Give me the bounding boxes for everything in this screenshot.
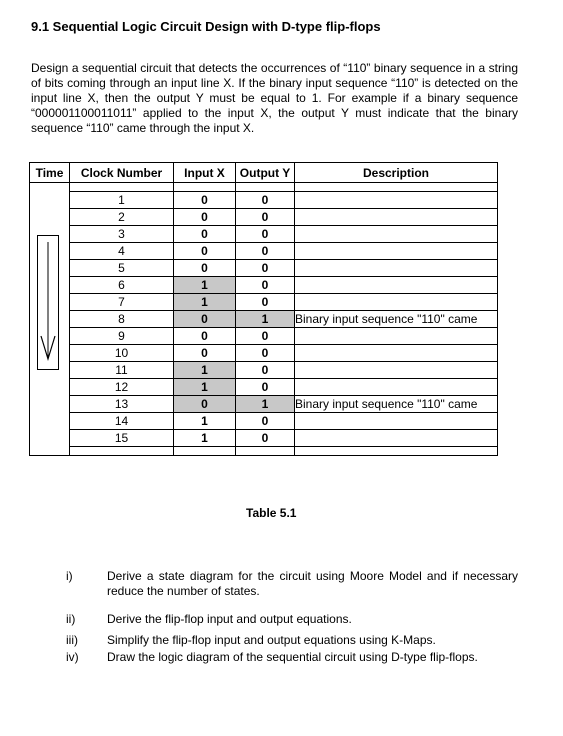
spacer-row — [30, 447, 498, 456]
question-marker: iv) — [66, 650, 79, 664]
input-x-cell: 1 — [174, 379, 236, 396]
down-arrow-icon — [38, 236, 58, 369]
output-y-cell: 0 — [236, 226, 295, 243]
table-row — [30, 430, 498, 447]
table-row — [30, 294, 498, 311]
question-marker: i) — [66, 569, 73, 583]
clock-number-cell: 1 — [70, 192, 174, 209]
description-cell — [295, 294, 498, 311]
output-y-cell: 1 — [236, 311, 295, 328]
section-title: 9.1 Sequential Logic Circuit Design with D-type flip-flops — [31, 19, 381, 34]
table-row — [30, 209, 498, 226]
clock-number-cell: 12 — [70, 379, 174, 396]
table-caption: Table 5.1 — [246, 506, 297, 520]
output-y-cell: 0 — [236, 328, 295, 345]
table-row — [30, 328, 498, 345]
table-row — [30, 192, 498, 209]
description-cell — [295, 243, 498, 260]
description-cell — [295, 260, 498, 277]
clock-number-cell: 11 — [70, 362, 174, 379]
input-x-cell: 0 — [174, 311, 236, 328]
clock-number-cell: 7 — [70, 294, 174, 311]
description-cell: Binary input sequence "110" came — [295, 396, 498, 413]
clock-number-cell: 14 — [70, 413, 174, 430]
time-arrow-box — [37, 235, 59, 370]
input-x-cell: 0 — [174, 328, 236, 345]
clock-number-cell: 8 — [70, 311, 174, 328]
problem-statement: Design a sequential circuit that detects the occurrences of “110” binary sequence in a string of bits coming through an input line X. If the binary input sequence “110” is detected on the input line X, then the output Y must be equal to 1. For example if a binary sequence “000001100011011” applied to the input X, the output Y must indicate that the binary sequence “110” came through the input X. — [31, 61, 518, 135]
description-cell — [295, 345, 498, 362]
clock-number-cell: 5 — [70, 260, 174, 277]
question-text: Derive a state diagram for the circuit using Moore Model and if necessary reduce the number of states. — [107, 569, 518, 598]
clock-number-cell: 15 — [70, 430, 174, 447]
description-cell — [295, 362, 498, 379]
output-y-cell: 0 — [236, 294, 295, 311]
description-cell — [295, 328, 498, 345]
input-x-cell: 1 — [174, 362, 236, 379]
header-clock-number: Clock Number — [70, 163, 174, 183]
table-row — [30, 379, 498, 396]
description-cell — [295, 192, 498, 209]
output-y-cell: 0 — [236, 413, 295, 430]
output-y-cell: 0 — [236, 192, 295, 209]
header-input-x: Input X — [174, 163, 236, 183]
question-marker: ii) — [66, 612, 76, 626]
output-y-cell: 0 — [236, 430, 295, 447]
clock-number-cell: 9 — [70, 328, 174, 345]
sequence-table — [29, 162, 498, 456]
table-row — [30, 243, 498, 260]
clock-number-cell: 13 — [70, 396, 174, 413]
description-cell — [295, 226, 498, 243]
header-output-y: Output Y — [236, 163, 295, 183]
table-row — [30, 277, 498, 294]
output-y-cell: 0 — [236, 362, 295, 379]
header-description: Description — [295, 163, 498, 183]
clock-number-cell: 4 — [70, 243, 174, 260]
description-cell — [295, 277, 498, 294]
table-row — [30, 311, 498, 328]
output-y-cell: 1 — [236, 396, 295, 413]
input-x-cell: 0 — [174, 209, 236, 226]
table-row — [30, 413, 498, 430]
table-row — [30, 345, 498, 362]
input-x-cell: 1 — [174, 413, 236, 430]
clock-number-cell: 2 — [70, 209, 174, 226]
table-row — [30, 260, 498, 277]
spacer-row — [30, 183, 498, 192]
output-y-cell: 0 — [236, 277, 295, 294]
description-cell — [295, 413, 498, 430]
output-y-cell: 0 — [236, 345, 295, 362]
output-y-cell: 0 — [236, 379, 295, 396]
input-x-cell: 1 — [174, 430, 236, 447]
description-cell: Binary input sequence "110" came — [295, 311, 498, 328]
description-cell — [295, 430, 498, 447]
input-x-cell: 0 — [174, 396, 236, 413]
clock-number-cell: 3 — [70, 226, 174, 243]
description-cell — [295, 209, 498, 226]
table-row — [30, 226, 498, 243]
input-x-cell: 0 — [174, 345, 236, 362]
output-y-cell: 0 — [236, 243, 295, 260]
header-time: Time — [30, 163, 70, 183]
table-row — [30, 396, 498, 413]
question-text: Draw the logic diagram of the sequential circuit using D-type flip-flops. — [107, 650, 478, 664]
question-marker: iii) — [66, 633, 78, 647]
output-y-cell: 0 — [236, 260, 295, 277]
question-text: Simplify the flip-flop input and output equations using K-Maps. — [107, 633, 436, 647]
table-header-row — [30, 163, 498, 183]
input-x-cell: 0 — [174, 192, 236, 209]
input-x-cell: 1 — [174, 277, 236, 294]
output-y-cell: 0 — [236, 209, 295, 226]
time-cell — [30, 183, 70, 456]
input-x-cell: 0 — [174, 260, 236, 277]
clock-number-cell: 6 — [70, 277, 174, 294]
description-cell — [295, 379, 498, 396]
clock-number-cell: 10 — [70, 345, 174, 362]
input-x-cell: 0 — [174, 226, 236, 243]
input-x-cell: 1 — [174, 294, 236, 311]
question-text: Derive the flip-flop input and output equations. — [107, 612, 352, 626]
table-row — [30, 362, 498, 379]
input-x-cell: 0 — [174, 243, 236, 260]
